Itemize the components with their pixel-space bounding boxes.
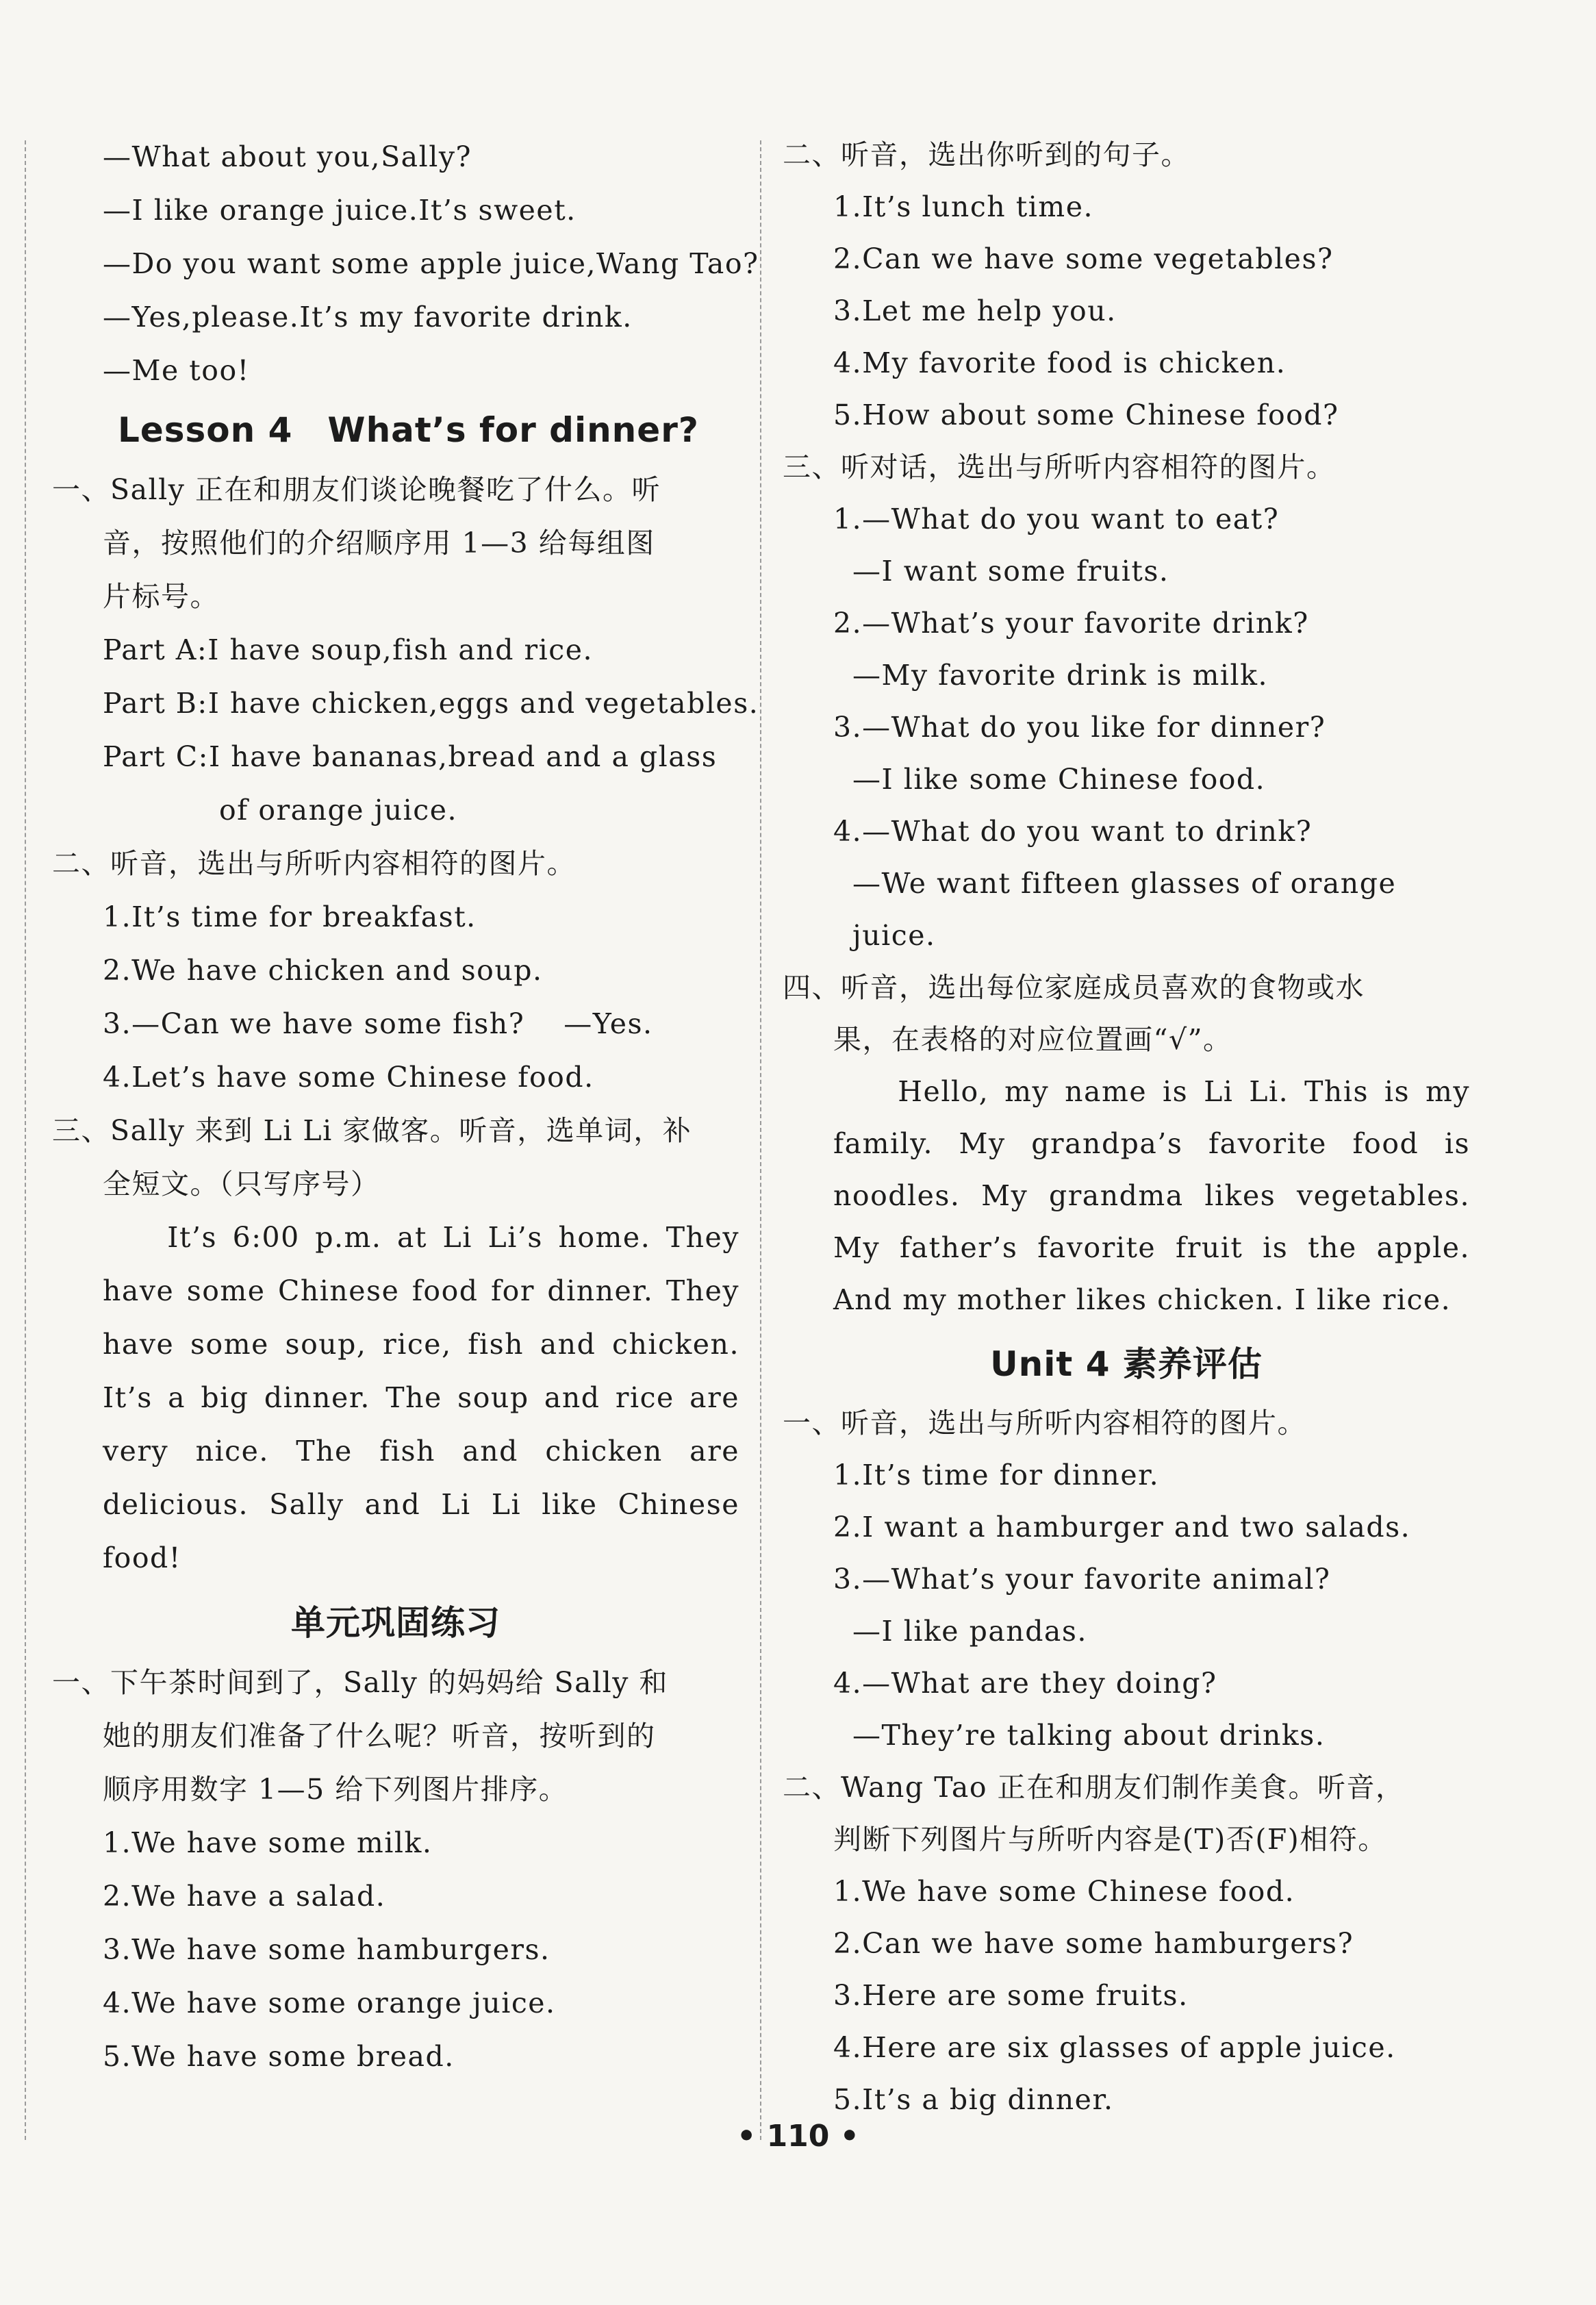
passage-text: It’s 6:00 p.m. at Li Li’s home. They have some Chinese food for dinner. They have some soup, rice, fish and chicken. It’s a big dinner. The soup and rice are very nice. The fish and chicken are delicious. Sally and Li Li like Chinese food! xyxy=(103,1221,739,1574)
left-column xyxy=(52,130,759,2083)
list-item: 3.We have some hamburgers. xyxy=(103,1933,550,1966)
list-item: 1.We have some milk. xyxy=(103,1826,433,1859)
list-item: 3.—What’s your favorite animal? xyxy=(833,1563,1331,1596)
question-text: 四、听音，选出每位家庭成员喜欢的食物或水 xyxy=(783,971,1365,1004)
column-divider xyxy=(760,140,761,2140)
dialogue-line: 4.—What do you want to drink? xyxy=(833,815,1313,848)
dialogue-line: —Do you want some apple juice,Wang Tao? xyxy=(103,247,759,280)
right-column xyxy=(783,129,1470,2126)
dialogue-line: juice. xyxy=(852,919,936,952)
left-margin-divider xyxy=(25,140,26,2140)
question-text: 顺序用数字 1—5 给下列图片排序。 xyxy=(103,1773,568,1806)
question-text: 音，按照他们的介绍顺序用 1—3 给每组图 xyxy=(103,527,655,559)
list-item: 1.It’s lunch time. xyxy=(833,190,1093,223)
list-item: 1.It’s time for dinner. xyxy=(833,1459,1160,1491)
list-item: —They’re talking about drinks. xyxy=(852,1719,1326,1752)
lesson4-question1 xyxy=(52,463,759,837)
lesson4-question2 xyxy=(52,837,739,1104)
list-item: 2.I want a hamburger and two salads. xyxy=(833,1511,1411,1544)
question-text: 二、Wang Tao 正在和朋友们制作美食。听音， xyxy=(783,1771,1405,1804)
question-title: 二、听音，选出与所听内容相符的图片。 xyxy=(52,847,576,880)
question-text: 一、Sally 正在和朋友们谈论晚餐吃了什么。听 xyxy=(52,473,661,506)
question-title: 二、听音，选出你听到的句子。 xyxy=(783,138,1190,171)
question3-dialogues xyxy=(783,441,1470,961)
question-text: 全短文。（只写序号） xyxy=(103,1168,380,1200)
list-item: 4.We have some orange juice. xyxy=(103,1987,556,2019)
question-title: 一、听音，选出与所听内容相符的图片。 xyxy=(783,1407,1306,1439)
list-item: 5.We have some bread. xyxy=(103,2040,455,2073)
list-item: 5.It’s a big dinner. xyxy=(833,2083,1114,2116)
list-item: 2.Can we have some hamburgers? xyxy=(833,1927,1354,1960)
lesson4-title: Lesson 4 What’s for dinner? xyxy=(118,410,699,450)
practice-question1 xyxy=(52,1656,739,2083)
question4-family xyxy=(783,961,1470,1326)
list-item: —I like pandas. xyxy=(852,1615,1087,1648)
question-text: 果，在表格的对应位置画“√”。 xyxy=(833,1023,1232,1056)
unit4-title: Unit 4 素养评估 xyxy=(990,1344,1263,1384)
list-item: 2.Can we have some vegetables? xyxy=(833,242,1334,275)
list-item: 3.Here are some fruits. xyxy=(833,1979,1189,2012)
list-item: 2.We have a salad. xyxy=(103,1880,386,1913)
dialogue-line: —I like orange juice.It’s sweet. xyxy=(103,194,577,227)
dialogue-line: —My favorite drink is milk. xyxy=(852,659,1269,692)
list-item: 4.—What are they doing? xyxy=(833,1667,1217,1700)
list-item: 5.How about some Chinese food? xyxy=(833,399,1339,431)
dialogue-line: 3.—What do you like for dinner? xyxy=(833,711,1326,744)
dialogue-line: —Yes,please.It’s my favorite drink. xyxy=(103,301,633,333)
question-text: 她的朋友们准备了什么呢？听音，按听到的 xyxy=(103,1720,656,1752)
list-item: Part A:I have soup,fish and rice. xyxy=(103,633,594,666)
question-title: 三、听对话，选出与所听内容相符的图片。 xyxy=(783,451,1336,483)
question-text: 一、下午茶时间到了，Sally 的妈妈给 Sally 和 xyxy=(52,1666,668,1699)
list-item: 3.Let me help you. xyxy=(833,294,1117,327)
dialogue-line: —I like some Chinese food. xyxy=(852,763,1266,796)
dialogue-line: —I want some fruits. xyxy=(852,555,1169,588)
list-item: 4.Let’s have some Chinese food. xyxy=(103,1061,594,1094)
list-item: Part B:I have chicken,eggs and vegetables. xyxy=(103,687,759,720)
dialogue-line: —Me too! xyxy=(103,354,250,387)
passage-text: Hello, my name is Li Li. This is my family. My grandpa’s favorite food is noodles. My grandma likes vegetables. My father’s favorite fruit is the apple. And my mother likes chicken. I like rice. xyxy=(833,1075,1470,1316)
list-item: 1.It’s time for breakfast. xyxy=(103,900,477,933)
dialogue-line: 1.—What do you want to eat? xyxy=(833,503,1280,536)
list-item: 4.My favorite food is chicken. xyxy=(833,347,1287,379)
list-item: Part C:I have bananas,bread and a glass xyxy=(103,740,718,773)
page-number: • 110 • xyxy=(737,2119,859,2154)
question-text: 判断下列图片与所听内容是(T)否(F)相符。 xyxy=(833,1823,1387,1856)
dialogue-block xyxy=(52,130,759,397)
question-text: 片标号。 xyxy=(103,580,219,613)
question2-sentences xyxy=(783,129,1470,441)
list-item: 2.We have chicken and soup. xyxy=(103,954,543,987)
dialogue-line: 2.—What’s your favorite drink? xyxy=(833,607,1309,640)
list-item: 3.—Can we have some fish? —Yes. xyxy=(103,1007,653,1040)
unit-practice-title: 单元巩固练习 xyxy=(291,1603,501,1643)
list-item: 1.We have some Chinese food. xyxy=(833,1875,1295,1908)
list-item-continuation: of orange juice. xyxy=(219,794,458,827)
dialogue-line: —We want fifteen glasses of orange xyxy=(852,867,1397,900)
lesson4-question3 xyxy=(52,1104,739,1585)
dialogue-line: —What about you,Sally? xyxy=(103,140,472,173)
list-item: 4.Here are six glasses of apple juice. xyxy=(833,2031,1396,2064)
question-text: 三、Sally 来到 Li Li 家做客。听音，选单词，补 xyxy=(52,1114,692,1147)
unit4-question2 xyxy=(783,1761,1470,2126)
unit4-question1 xyxy=(783,1397,1470,1761)
